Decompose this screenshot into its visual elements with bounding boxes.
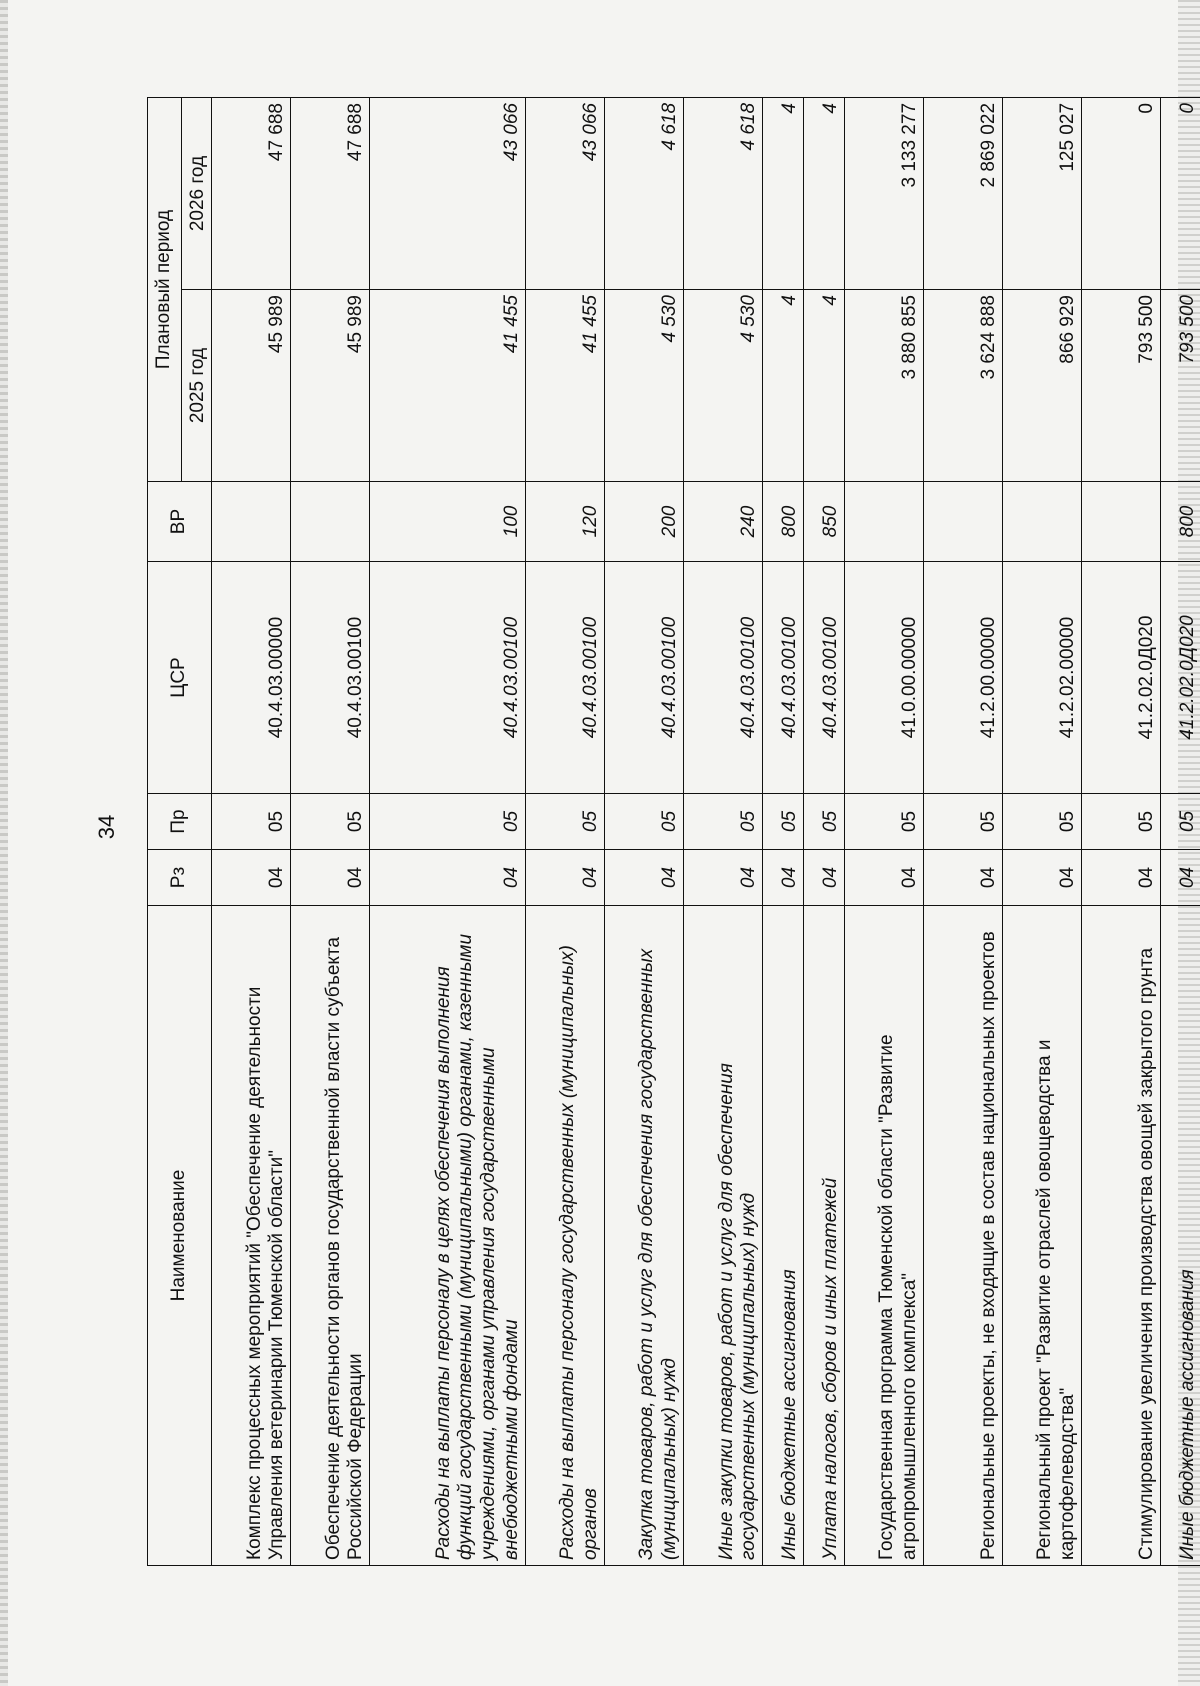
table-row [291, 97, 370, 1565]
row-2025-cell: 41 455 [370, 290, 526, 482]
row-2025-cell: 4 [803, 290, 844, 482]
row-2025-cell: 4 530 [684, 290, 763, 482]
row-csr-cell: 41.2.02.0Д020 [1082, 562, 1161, 794]
table-row [212, 97, 291, 1565]
row-pr-cell: 05 [1082, 794, 1161, 850]
row-2025-cell: 793 500 [1082, 290, 1161, 482]
table-body [212, 97, 1200, 1565]
table-row [1082, 97, 1161, 1565]
row-pr-cell: 05 [803, 794, 844, 850]
row-2025-cell: 3 624 888 [923, 290, 1002, 482]
row-rz-cell: 04 [803, 850, 844, 906]
row-2025-cell: 866 929 [1002, 290, 1081, 482]
row-2026-cell: 0 [1082, 97, 1161, 289]
row-name-cell: Стимулирование увеличения производства овощей закрытого грунта [1082, 906, 1161, 1566]
row-csr-cell: 41.2.02.00000 [1002, 562, 1081, 794]
row-csr-cell: 40.4.03.00100 [803, 562, 844, 794]
row-rz-cell: 04 [370, 850, 526, 906]
header-pr: Пр [148, 794, 212, 850]
row-vr-cell [1002, 482, 1081, 562]
table-row [1161, 97, 1200, 1565]
row-name-cell: Обеспечение деятельности органов государственной власти субъекта Российской Федерации [291, 906, 370, 1566]
row-rz-cell: 04 [844, 850, 923, 906]
row-2026-cell: 4 [803, 97, 844, 289]
row-name-cell: Региональный проект "Развитие отраслей овощеводства и картофелеводства" [1002, 906, 1081, 1566]
header-csr: ЦСР [148, 562, 212, 794]
row-rz-cell: 04 [1002, 850, 1081, 906]
row-2025-cell: 793 500 [1161, 290, 1200, 482]
row-rz-cell: 04 [525, 850, 604, 906]
row-rz-cell: 04 [1161, 850, 1200, 906]
row-2026-cell: 47 688 [291, 97, 370, 289]
row-2026-cell: 3 133 277 [844, 97, 923, 289]
row-csr-cell: 40.4.03.00100 [370, 562, 526, 794]
row-name-cell: Закупка товаров, работ и услуг для обеспечения государственных (муниципальных) нужд [604, 906, 683, 1566]
page-number: 34 [94, 814, 120, 840]
row-vr-cell: 100 [370, 482, 526, 562]
row-csr-cell: 40.4.03.00100 [525, 562, 604, 794]
row-2026-cell: 47 688 [212, 97, 291, 289]
row-name-cell: Иные бюджетные ассигнования [763, 906, 804, 1566]
row-2026-cell: 4 [763, 97, 804, 289]
row-vr-cell: 800 [1161, 482, 1200, 562]
row-rz-cell: 04 [763, 850, 804, 906]
table-row [844, 97, 923, 1565]
row-pr-cell: 05 [1002, 794, 1081, 850]
header-name: Наименование [148, 906, 212, 1566]
header-planning-period: Плановый период [148, 97, 182, 481]
row-rz-cell: 04 [1082, 850, 1161, 906]
table-row [803, 97, 844, 1565]
row-name-cell: Расходы на выплаты персоналу в целях обеспечения выполнения функций государственными (муниципальными) органами, казенными учреждениями, органами управления государственными внебюджетными фондами [370, 906, 526, 1566]
row-2026-cell: 4 618 [684, 97, 763, 289]
row-vr-cell [923, 482, 1002, 562]
row-pr-cell: 05 [370, 794, 526, 850]
row-rz-cell: 04 [291, 850, 370, 906]
row-2026-cell: 43 066 [370, 97, 526, 289]
row-vr-cell: 800 [763, 482, 804, 562]
row-2025-cell: 4 530 [604, 290, 683, 482]
row-pr-cell: 05 [923, 794, 1002, 850]
row-csr-cell: 40.4.03.00100 [763, 562, 804, 794]
row-2025-cell: 45 989 [212, 290, 291, 482]
row-name-cell: Региональные проекты, не входящие в состав национальных проектов [923, 906, 1002, 1566]
row-csr-cell: 40.4.03.00100 [604, 562, 683, 794]
row-2026-cell: 4 618 [604, 97, 683, 289]
row-vr-cell: 240 [684, 482, 763, 562]
row-rz-cell: 04 [923, 850, 1002, 906]
row-name-cell: Комплекс процессных мероприятий "Обеспечение деятельности Управления ветеринарии Тюменской области" [212, 906, 291, 1566]
row-pr-cell: 05 [1161, 794, 1200, 850]
row-rz-cell: 04 [212, 850, 291, 906]
rotated-table-container [147, 98, 1200, 1566]
budget-table [147, 97, 1200, 1566]
row-rz-cell: 04 [684, 850, 763, 906]
row-csr-cell: 40.4.03.00100 [291, 562, 370, 794]
row-pr-cell: 05 [684, 794, 763, 850]
row-csr-cell: 40.4.03.00100 [684, 562, 763, 794]
table-row [923, 97, 1002, 1565]
row-pr-cell: 05 [525, 794, 604, 850]
header-rz: Рз [148, 850, 212, 906]
header-year-2025: 2025 год [182, 290, 212, 482]
row-pr-cell: 05 [844, 794, 923, 850]
row-name-cell: Расходы на выплаты персоналу государственных (муниципальных) органов [525, 906, 604, 1566]
table-row [763, 97, 804, 1565]
table-row [525, 97, 604, 1565]
row-vr-cell: 850 [803, 482, 844, 562]
row-vr-cell: 120 [525, 482, 604, 562]
row-name-cell: Иные закупки товаров, работ и услуг для обеспечения государственных (муниципальных) нужд [684, 906, 763, 1566]
row-pr-cell: 05 [212, 794, 291, 850]
row-pr-cell: 05 [604, 794, 683, 850]
row-2025-cell: 45 989 [291, 290, 370, 482]
table-row [370, 97, 526, 1565]
header-year-2026: 2026 год [182, 97, 212, 289]
row-pr-cell: 05 [291, 794, 370, 850]
row-2026-cell: 125 027 [1002, 97, 1081, 289]
row-2025-cell: 4 [763, 290, 804, 482]
row-vr-cell: 200 [604, 482, 683, 562]
row-csr-cell: 40.4.03.00000 [212, 562, 291, 794]
row-csr-cell: 41.2.00.00000 [923, 562, 1002, 794]
row-vr-cell [1082, 482, 1161, 562]
scan-edge-left [0, 0, 8, 1686]
row-csr-cell: 41.2.02.0Д020 [1161, 562, 1200, 794]
header-vr: ВР [148, 482, 212, 562]
row-2025-cell: 41 455 [525, 290, 604, 482]
row-pr-cell: 05 [763, 794, 804, 850]
table-row [604, 97, 683, 1565]
row-2026-cell: 2 869 022 [923, 97, 1002, 289]
row-name-cell: Государственная программа Тюменской области "Развитие агропромышленного комплекса" [844, 906, 923, 1566]
row-name-cell: Уплата налогов, сборов и иных платежей [803, 906, 844, 1566]
row-2026-cell: 0 [1161, 97, 1200, 289]
row-csr-cell: 41.0.00.00000 [844, 562, 923, 794]
table-row [684, 97, 763, 1565]
row-vr-cell [212, 482, 291, 562]
row-2025-cell: 3 880 855 [844, 290, 923, 482]
row-vr-cell [291, 482, 370, 562]
row-vr-cell [844, 482, 923, 562]
row-name-cell: Иные бюджетные ассигнования [1161, 906, 1200, 1566]
row-2026-cell: 43 066 [525, 97, 604, 289]
table-row [1002, 97, 1081, 1565]
row-rz-cell: 04 [604, 850, 683, 906]
